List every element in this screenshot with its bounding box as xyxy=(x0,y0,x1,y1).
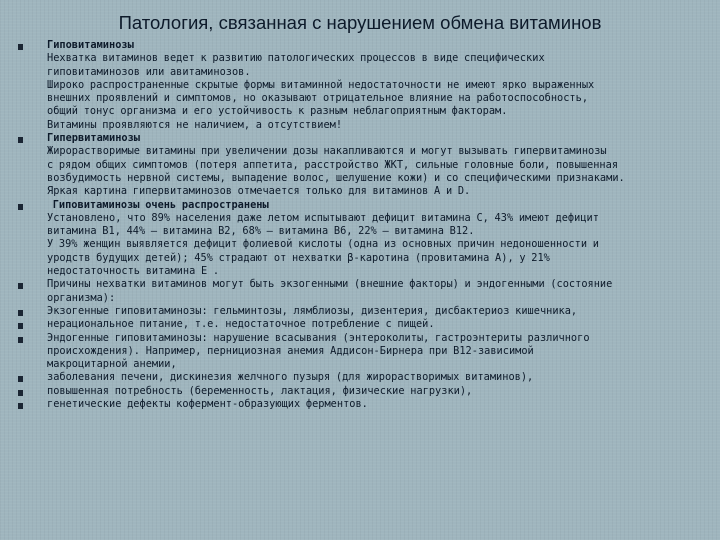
bullet-item xyxy=(18,318,708,331)
bullet-text-line: организма): xyxy=(47,291,116,304)
bullet-text-line: недостаточность витамина Е . xyxy=(47,265,220,278)
bullet-text-line: Установлено, что 89% населения даже летом испытывают дефицит витамина С, 43% имеют дефицит xyxy=(47,211,599,224)
bullet-heading: Гиповитаминозы xyxy=(47,39,134,51)
bullet-item xyxy=(18,332,708,372)
bullet-text-line: Витамины проявляются не наличием, а отсутствием! xyxy=(47,118,343,131)
bullet-marker-icon xyxy=(18,310,23,316)
bullet-marker-icon xyxy=(18,283,23,289)
bullet-list xyxy=(18,39,708,411)
bullet-text-line: внешних проявлений и симптомов, но оказывают отрицательное влияние на работоспособность, xyxy=(47,92,589,105)
bullet-item xyxy=(18,305,708,318)
bullet-text-line: Широко распространенные скрытые формы витаминной недостаточности не имеют ярко выраженных xyxy=(47,78,595,91)
bullet-item xyxy=(18,278,708,305)
bullet-text-line: гиповитаминозов или авитаминозов. xyxy=(47,65,251,78)
bullet-text-line: макроцитарной анемии, xyxy=(47,358,177,371)
bullet-marker-icon xyxy=(18,137,23,143)
bullet-marker-icon xyxy=(18,376,23,382)
bullet-item xyxy=(18,385,708,398)
bullet-text-line: генетические дефекты кофермент-образующих ферментов. xyxy=(47,398,368,411)
bullet-item xyxy=(18,371,708,384)
slide-title: Патология, связанная с нарушением обмена витаминов xyxy=(118,12,602,33)
bullet-text-line: Экзогенные гиповитаминозы: гельминтозы, лямблиозы, дизентерия, дисбактериоз кишечника, xyxy=(47,304,578,317)
bullet-text-line: возбудимость нервной системы, выпадение волос, шелушение кожи) и со специфическими признаками. xyxy=(47,171,625,184)
bullet-marker-icon xyxy=(18,403,23,409)
bullet-text-line: Причины нехватки витаминов могут быть экзогенными (внешние факторы) и эндогенными (состояние xyxy=(47,278,613,291)
bullet-marker-icon xyxy=(18,337,23,343)
bullet-text-line: повышенная потребность (беременность, лактация, физические нагрузки), xyxy=(47,384,473,397)
bullet-text-line: уродств будущих детей); 45% страдают от нехватки β-каротина (провитамина А), у 21% xyxy=(47,251,550,264)
bullet-marker-icon xyxy=(18,390,23,396)
bullet-text-line: витамина B1, 44% – витамина B2, 68% – витамина B6, 22% – витамина B12. xyxy=(47,225,475,238)
bullet-text-line: нерациональное питание, т.е. недостаточное потребление с пищей. xyxy=(47,318,435,331)
bullet-item xyxy=(18,398,708,411)
bullet-text-line: Жирорастворимые витамины при увеличении дозы накапливаются и могут вызывать гипервитаминозы xyxy=(47,145,607,158)
bullet-item xyxy=(18,132,708,198)
bullet-text-line: с рядом общих симптомов (потеря аппетита, расстройство ЖКТ, сильные головные боли, повышенная xyxy=(47,158,619,171)
bullet-marker-icon xyxy=(18,323,23,329)
bullet-item xyxy=(18,199,708,279)
bullet-text-line: Эндогенные гиповитаминозы: нарушение всасывания (энтероколиты, гастроэнтериты различного xyxy=(47,331,590,344)
bullet-heading: Гиповитаминозы очень распространены xyxy=(47,198,269,211)
bullet-marker-icon xyxy=(18,44,23,50)
bullet-heading: Гипервитаминозы xyxy=(47,132,140,145)
bullet-text-line: У 39% женщин выявляется дефицит фолиевой кислоты (одна из основных причин недоношенности и xyxy=(47,238,599,251)
bullet-text-line: Яркая картина гипервитаминозов отмечается только для витаминов А и D. xyxy=(47,185,471,198)
bullet-text-line: происхождения). Например, пернициозная анемия Аддисон-Бирнера при B12-зависимой xyxy=(47,344,534,357)
bullet-text-line: заболевания печени, дискинезия желчного пузыря (для жирорастворимых витаминов), xyxy=(47,371,534,384)
bullet-text-line: Нехватка витаминов ведет к развитию патологических процессов в виде специфических xyxy=(47,52,545,65)
bullet-text-line: общий тонус организма и его устойчивость к разным неблагоприятным факторам. xyxy=(47,105,508,118)
bullet-marker-icon xyxy=(18,204,23,210)
bullet-item xyxy=(18,39,708,132)
